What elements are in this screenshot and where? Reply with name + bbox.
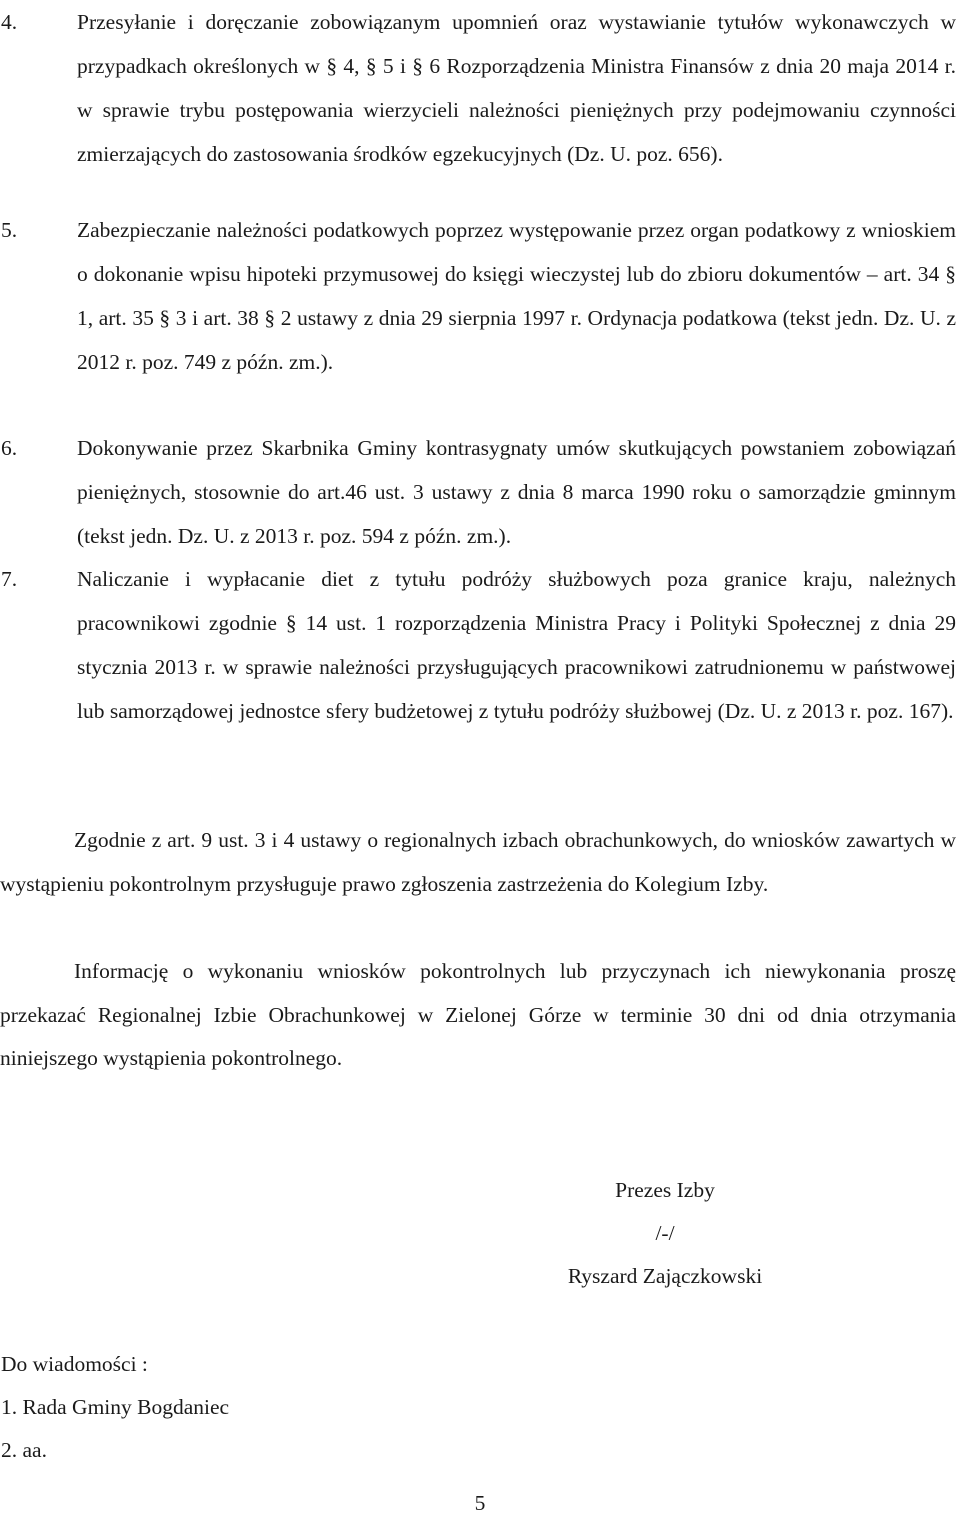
signature-title: Prezes Izby [615, 1178, 715, 1202]
signature-name: Ryszard Zajączkowski [567, 1264, 763, 1288]
page-number: 5 [474, 1491, 486, 1515]
list-item-4 [0, 0, 956, 176]
paragraph-information: Informację o wykonaniu wniosków pokontrolnych lub przyczynach ich niewykonania proszę przekazać Regionalnej Izbie Obrachunkowej w Zielonej Górze w terminie 30 dni od dnia otrzymania niniejszego wystąpienia pokontrolnego. [0, 959, 956, 1070]
paragraph-objections: Zgodnie z art. 9 ust. 3 i 4 ustawy o regionalnych izbach obrachunkowych, do wniosków zawartych w wystąpieniu pokontrolnym przysługuje prawo zgłoszenia zastrzeżenia do Kolegium Izby. [0, 828, 956, 896]
recipients-heading: Do wiadomości : [1, 1352, 148, 1376]
list-number: 6. [1, 436, 18, 460]
signature-mark: /-/ [655, 1221, 675, 1245]
recipient-item: 2. aa. [1, 1438, 47, 1462]
list-item-text: Zabezpieczanie należności podatkowych poprzez występowanie przez organ podatkowy z wnioskiem o dokonanie wpisu hipoteki przymusowej do księgi wieczystej lub do zbioru dokumentów – art. 34 § 1, art. 35 § 3 i art. 38 § 2 ustawy z dnia 29 sierpnia 1997 r. Ordynacja podatkowa (tekst jedn. Dz. U. z 2012 r. poz. 749 z późn. zm.). [77, 218, 956, 374]
list-item-text: Naliczanie i wypłacanie diet z tytułu podróży służbowych poza granice kraju, należnych pracownikowi zgodnie § 14 ust. 1 rozporządzenia Ministra Pracy i Polityki Społecznej z dnia 29 stycznia 2013 r. w sprawie należności przysługujących pracownikowi zatrudnionemu w państwowej lub samorządowej jednostce sfery budżetowej z tytułu podróży służbowej (Dz. U. z 2013 r. poz. 167). [77, 567, 956, 723]
recipient-item: 1. Rada Gminy Bogdaniec [1, 1395, 230, 1419]
list-number: 4. [1, 10, 18, 34]
list-item-6 [0, 426, 956, 558]
signature-block [520, 1169, 810, 1298]
list-item-5 [0, 208, 956, 384]
list-number: 7. [1, 567, 18, 591]
list-item-7 [0, 557, 956, 733]
list-item-text: Przesyłanie i doręczanie zobowiązanym upomnień oraz wystawianie tytułów wykonawczych w przypadkach określonych w § 4, § 5 i § 6 Rozporządzenia Ministra Finansów z dnia 20 maja 2014 r. w sprawie trybu postępowania wierzycieli należności pieniężnych przy podejmowaniu czynności zmierzających do zastosowania środków egzekucyjnych (Dz. U. poz. 656). [77, 10, 956, 166]
list-number: 5. [1, 218, 18, 242]
recipients-block [1, 1343, 229, 1472]
list-item-text: Dokonywanie przez Skarbnika Gminy kontrasygnaty umów skutkujących powstaniem zobowiązań pieniężnych, stosownie do art.46 ust. 3 ustawy z dnia 8 marca 1990 roku o samorządzie gminnym (tekst jedn. Dz. U. z 2013 r. poz. 594 z późn. zm.). [77, 436, 956, 548]
